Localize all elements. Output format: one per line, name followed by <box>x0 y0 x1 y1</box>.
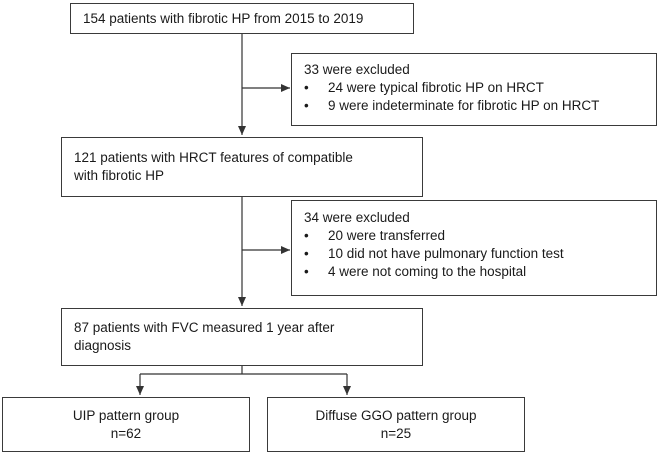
exclusion1-title: 33 were excluded <box>304 62 410 77</box>
hrct-box <box>61 137 423 197</box>
uip-n: n=62 <box>110 426 142 441</box>
uip-box <box>2 397 250 452</box>
exclusion2-title: 34 were excluded <box>304 210 410 225</box>
uip-label: UIP pattern group <box>72 408 180 423</box>
exclusion2-item: • 4 were not coming to the hospital <box>304 263 644 281</box>
ggo-label: Diffuse GGO pattern group <box>315 408 477 423</box>
exclusion2-box <box>291 200 657 296</box>
exclusion1-item: • 9 were indeterminate for fibrotic HP on HRCT <box>304 97 644 115</box>
exclusion1-item: • 24 were typical fibrotic HP on HRCT <box>304 79 644 97</box>
exclusion1-box <box>291 53 657 126</box>
hrct-line2: with fibrotic HP <box>74 168 165 183</box>
ggo-n: n=25 <box>380 426 412 441</box>
fvc-line2: diagnosis <box>74 338 132 353</box>
exclusion2-item: • 20 were transferred <box>304 227 644 245</box>
fvc-line1: 87 patients with FVC measured 1 year after <box>74 320 335 335</box>
start-box <box>70 3 414 34</box>
ggo-box <box>267 397 525 452</box>
exclusion2-list <box>304 227 644 281</box>
exclusion2-item: • 10 did not have pulmonary function test <box>304 245 644 263</box>
fvc-box <box>61 308 423 366</box>
start-text: 154 patients with fibrotic HP from 2015 to 2019 <box>83 11 364 26</box>
exclusion1-list <box>304 79 644 115</box>
hrct-line1: 121 patients with HRCT features of compatible <box>74 150 353 165</box>
